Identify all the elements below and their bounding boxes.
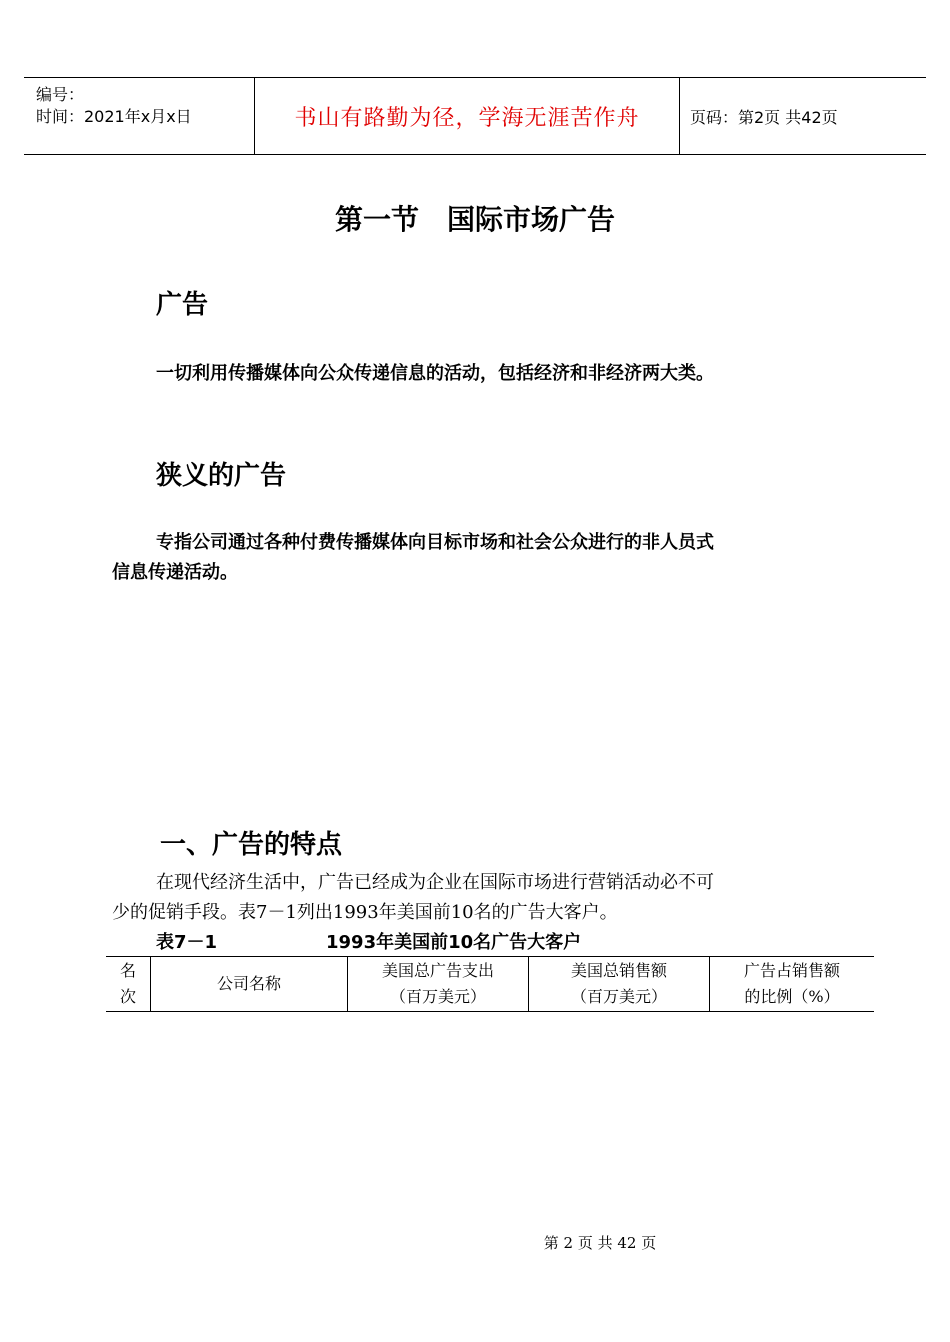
col-header-line2: （百万美元） <box>389 987 486 1006</box>
time-label: 时间：2021年x月x日 <box>36 107 192 126</box>
number-label: 编号： <box>36 85 85 104</box>
col-header-line2: 的比例（%） <box>744 987 840 1006</box>
col-header-line1: 美国总销售额 <box>570 961 667 980</box>
col-header-line1: 公司名称 <box>216 974 281 993</box>
motto-text: 书山有路勤为径，学海无涯苦作舟 <box>294 105 640 131</box>
col-company <box>151 957 348 1012</box>
table-caption-number: 表7－1 <box>156 932 218 953</box>
col-ratio <box>710 957 875 1012</box>
col-header-line1: 广告占销售额 <box>743 961 840 980</box>
term-definition-line2: 信息传递活动。 <box>112 562 238 583</box>
paragraph-line2: 少的促销手段。表7－1列出1993年美国前10名的广告大客户。 <box>112 902 618 923</box>
col-header-line2: （百万美元） <box>570 987 667 1006</box>
col-header-line1: 名 <box>119 961 136 980</box>
header-meta-cell <box>24 78 254 154</box>
section-title: 第一节 国际市场广告 <box>334 203 615 236</box>
term-definition-advertising: 一切利用传播媒体向公众传递信息的活动，包括经济和非经济两大类。 <box>156 363 714 384</box>
term-heading-advertising: 广告 <box>156 290 209 320</box>
term-heading-narrow-advertising: 狭义的广告 <box>156 461 287 491</box>
table-header-row <box>106 957 874 1012</box>
page-footer: 第 2 页 共 42 页 <box>543 1234 657 1252</box>
col-ad-spend <box>348 957 529 1012</box>
col-header-line2: 次 <box>119 987 136 1006</box>
document-header <box>24 77 926 155</box>
advertisers-table <box>106 956 874 1012</box>
header-motto-cell <box>254 78 680 154</box>
header-page-cell <box>680 78 926 154</box>
col-sales <box>529 957 710 1012</box>
term-definition-line1: 专指公司通过各种付费传播媒体向目标市场和社会公众进行的非人员式 <box>156 532 714 553</box>
table-caption-title: 1993年美国前10名广告大客户 <box>326 932 582 953</box>
paragraph-line1: 在现代经济生活中，广告已经成为企业在国际市场进行营销活动必不可 <box>156 872 714 893</box>
section-heading: 一、广告的特点 <box>160 830 343 860</box>
page-info: 页码：第2页 共42页 <box>690 107 838 127</box>
col-rank <box>106 957 151 1012</box>
col-header-line1: 美国总广告支出 <box>381 961 494 980</box>
